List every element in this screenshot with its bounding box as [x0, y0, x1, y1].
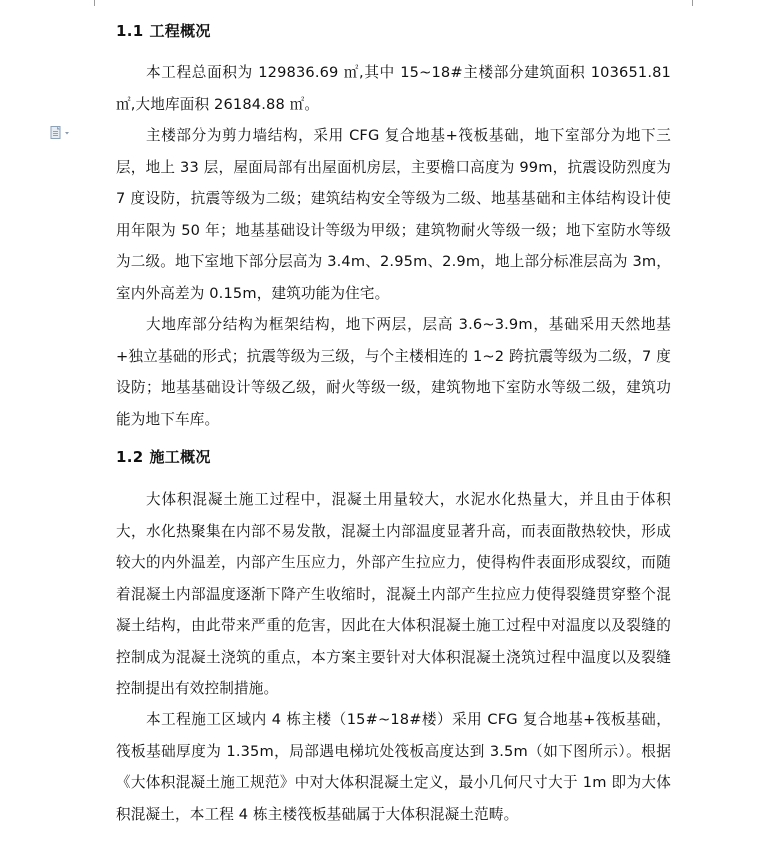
crop-mark-right [692, 0, 693, 6]
paragraph-raft-foundation[interactable]: 本工程施工区域内 4 栋主楼（15#~18#楼）采用 CFG 复合地基+筏板基础，筏板基础厚度为 1.35m，局部遇电梯坑处筏板高度达到 3.5m（如下图所示）。根据《大体积混凝土施工规范》中对大体积混凝土定义，最小几何尺寸大于 1m 即为大体积混凝土，本工程 4 栋主楼筏板基础属于大体积混凝土范畴。 [116, 711, 671, 823]
section-title: 施工概况 [149, 448, 211, 466]
paragraph-structure[interactable] [116, 120, 671, 309]
paragraph-structure-text[interactable]: 主楼部分为剪力墙结构，采用 CFG 复合地基+筏板基础，地下室部分为地下三层，地上 33 层，屋面局部有出屋面机房层，主要檐口高度为 99m，抗震设防烈度为 7 度设防，抗震等级为二级；建筑结构安全等级为二级、地基基础和主体结构设计使用年限为 50 年；地基基础设计等级为甲级；建筑物耐火等级一级；地下室防水等级为二级。地下室地下部分层高为 3.4m、2.95m、2.9m，地上部分标准层高为 3m，室内外高差为 0.15m，建筑功能为住宅。 [116, 127, 671, 302]
paragraph-garage[interactable]: 大地库部分结构为框架结构，地下两层，层高 3.6~3.9m，基础采用天然地基+独立基础的形式；抗震等级为三级，与个主楼相连的 1~2 跨抗震等级为二级，7 度设防；地基基础设计等级乙级，耐火等级一级，建筑物地下室防水等级二级，建筑功能为地下车库。 [116, 316, 671, 428]
crop-mark-left [94, 0, 95, 6]
paragraph-area[interactable]: 本工程总面积为 129836.69 ㎡,其中 15~18#主楼部分建筑面积 103651.81 ㎡,大地库面积 26184.88 ㎡。 [116, 64, 671, 113]
section-number: 1.1 [116, 22, 144, 40]
section-heading-1 [116, 21, 211, 41]
section-heading-2 [116, 447, 211, 467]
document-options-icon[interactable] [50, 126, 74, 140]
paragraph-mass-concrete[interactable]: 大体积混凝土施工过程中，混凝土用量较大，水泥水化热量大，并且由于体积大，水化热聚集在内部不易发散，混凝土内部温度显著升高，而表面散热较快，形成较大的内外温差，内部产生压应力，外部产生拉应力，使得构件表面形成裂纹，而随着混凝土内部温度逐渐下降产生收缩时，混凝土内部产生拉应力使得裂缝贯穿整个混凝土结构，由此带来严重的危害，因此在大体积混凝土施工过程中对温度以及裂缝的控制成为混凝土浇筑的重点，本方案主要针对大体积混凝土浇筑过程中温度以及裂缝控制提出有效控制措施。 [116, 491, 671, 697]
section-title: 工程概况 [149, 22, 211, 40]
section-number: 1.2 [116, 448, 144, 466]
